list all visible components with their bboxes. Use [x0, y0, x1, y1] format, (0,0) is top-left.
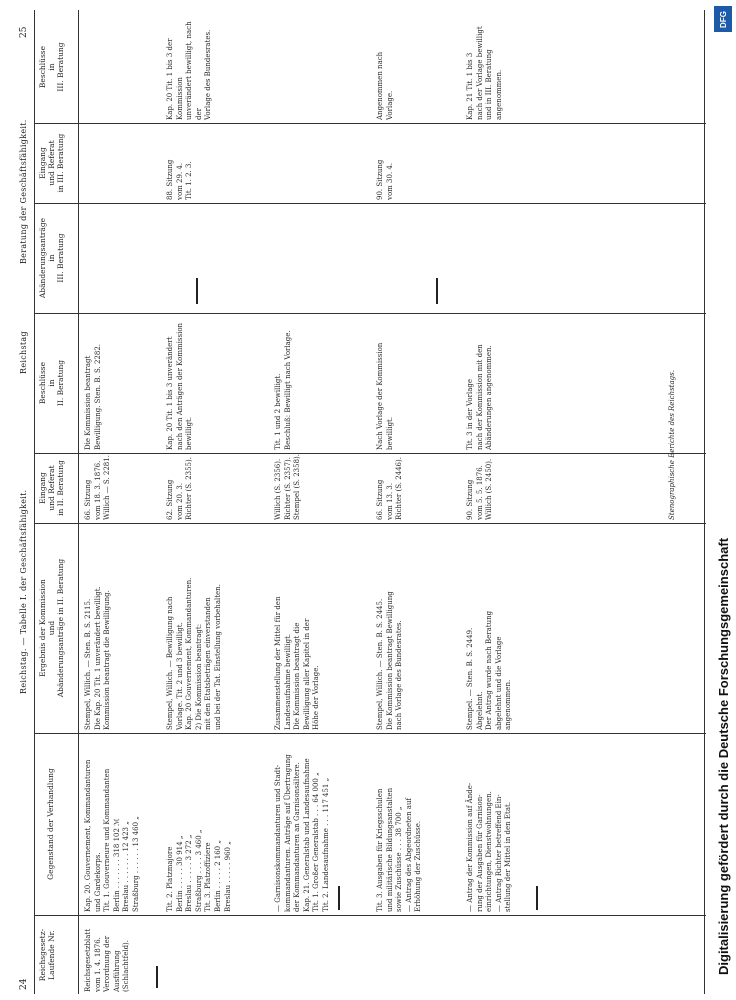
row-4-gegenstand: — Antrag der Kommission auf Ände- rung der Ausgaben für Garnison- einrichtungen, Dienstwohnungen. — Antrag Richter betreffend Ein- stellung der Mittel in den Etat. [466, 782, 513, 912]
col-sep-3 [34, 523, 706, 524]
row-1-beschluss: Kap. 20 Tit. 1 bis 3 unverändert nach den Anträgen der Kommission bewilligt. [166, 322, 194, 450]
row-4-beschluss: Tit. 3 in der Vorlage nach der Kommission mit den Abänderungen angenommen. [466, 344, 494, 450]
row-0-beschluss: Die Kommission beantragt Bewilligung. Sten. B. S. 2282. [84, 343, 102, 450]
header-rule [78, 10, 79, 994]
row-3-eingang3: 90. Sitzung vom 30. 4. [376, 159, 394, 200]
row-2-gegenstand: — Garnisonskommandanturen und Stadt- kommandanturen. Anträge auf Übertragung der Kommandanturen an Garnisonsältere. Kap. 21. Generalstab und Landesaufnahme Tit. 1. Großer Generalstab . . . 64 000 „ Tit. 2. Landesaufnahme . . . 117 451 „ [274, 754, 330, 912]
row-2-dash [338, 886, 340, 910]
header-eingang-rechts: Eingang und Referat in III. Beratung [38, 133, 65, 193]
col-sep-4 [34, 453, 706, 454]
dfg-logo [714, 6, 732, 32]
row-3-gegenstand: Tit. 3. Ausgaben für Kriegsschulen und militärische Bildungsanstalten sowie Zuschüsse . . . 38 700 „ — Antrag des Abgeordneten auf Erhöhung der Zuschüsse. [376, 787, 423, 912]
row-1-beschluss3: Kap. 20 Tit. 1 bis 3 der Kommission unverändert bewilligt, nach der Vorlage des Bundesrates. [166, 21, 213, 120]
footer-note: Stenographische Berichte des Reichstags. [668, 370, 676, 520]
page-number-left: 24 [19, 978, 29, 990]
row-3-beschluss3: Angenommen nach Vorlage. [376, 51, 394, 120]
bottom-rule [704, 10, 705, 994]
page-number-right: 25 [19, 26, 29, 38]
col-sep-5 [34, 313, 706, 314]
digitization-credit: Digitalisierung gefördert durch die Deutsche Forschungsgemeinschaft [716, 537, 731, 975]
row-0-eingang: 66. Sitzung vom 18. 3. 1876. Willich — S. 2281. [84, 455, 112, 520]
row-0-lfd: Reichsgesetzblatt vom 1. 4. 1876. Verordnung der Ausführung (Schlachtfeld). [84, 928, 131, 992]
row-2-beschluss: Tit. 1 und 2 bewilligt. Beschluß: Bewilligt nach Vorlage. [274, 330, 292, 450]
row-1-ergebnis: Stempel, Willich. — Bewilligung nach Vorlage. Tit. 2 und 3 bewilligt. Kap. 20 Gouvernement, Kommandanturen. 2) Die Kommission beantragt: mit den Etatsbeträgen einverstanden und bei der Tat. Einstellung vorbehalten. [166, 577, 222, 730]
group-head-right: Beratung der Geschäftsfähigkeit. [19, 119, 28, 264]
row-3-beschluss: Nach Vorlage der Kommission bewilligt. [376, 342, 394, 450]
row-4-ergebnis: Stempel. — Sten. B. S. 2449. Abgelehnt. Der Antrag wurde nach Beratung abgelehnt und die Vorlage angenommen. [466, 610, 513, 730]
header-gegenstand: Gegenstand der Verhandlung [46, 768, 55, 880]
row-2-eingang: Willich (S. 2356). Richter (S. 2357). Stempel (S. 2358). [274, 454, 302, 520]
row-4-eingang: 90. Sitzung vom 5. 5. 1876. Willich (S. 2450). [466, 458, 494, 520]
header-ergebnis: Ergebnis der Kommission und Abänderungsanträge in II. Beratung [38, 558, 65, 698]
dfg-logo-text: DFG [718, 10, 728, 28]
group-head-mid: Reichstag [19, 331, 28, 374]
row-0-gegenstand: Kap. 20. Gouvernement, Kommandanturen und Gardekorps. Tit. 1. Gouverneure und Kommandanten Berlin . . . . . . . 318 102 ℳ Breslau . . . . . . . 12 423 „ Straßburg . . . . . . 13 460 „ [84, 759, 140, 912]
header-lfd-nr: Reichsgesetz- Laufende Nr. [38, 928, 56, 982]
row-1-dash [196, 278, 198, 304]
col-sep-7 [34, 123, 706, 124]
col-sep-2 [34, 733, 706, 734]
row-0-ergebnis: Stempel, Willich. — Sten. B. S. 2115. Die Kap. 20 Tit. 1 unverändert bewilligt. Kommission beantragt die Bewilligung. [84, 586, 112, 730]
row-0-dash [156, 966, 158, 988]
header-beschluss-drei: Beschlüsse in III. Beratung [38, 42, 65, 92]
top-rule [34, 10, 35, 994]
row-3-ergebnis: Stempel, Willich. — Sten. B. S. 2445. Die Kommission beantragt Bewilligung nach Vorlage des Bundesrates. [376, 591, 404, 730]
col-sep-6 [34, 203, 706, 204]
row-4-beschluss3: Kap. 21 Tit. 1 bis 3 nach der Vorlage bewilligt und in III. Beratung angenommen. [466, 26, 503, 120]
running-head: Reichstag. — Tabelle I. der Geschäftsfähigkeit. [19, 489, 28, 694]
row-2-ergebnis: Zusammenstellung der Mittel für den Landesaufnahme bewilligt. Die Kommission beantragt die Bewilligung aller Kapitel in der Höhe der Vorlage. [274, 596, 321, 730]
row-1-gegenstand: Tit. 2. Platzmajore Berlin . . . . . 30 914 „ Breslau . . . . . 3 272 „ Straßburg . . . . 3 460 „ Tit. 3. Platzoffiziere Berlin . . . . . 2 160 „ Breslau . . . . . 960 „ [166, 829, 232, 912]
row-1-eingang: 62. Sitzung vom 20. 3. Richter (S. 2355). [166, 457, 194, 520]
row-3-dash [436, 278, 438, 304]
scanned-page [16, 10, 706, 994]
header-beschluesse: Beschlüsse in II. Beratung [38, 359, 65, 407]
header-abaenderung: Abänderungsanträge in III. Beratung [38, 217, 65, 299]
header-eingang-links: Eingang und Referat in II. Beratung [38, 460, 65, 516]
row-3-eingang: 66. Sitzung vom 13. 3. Richter (S. 2446). [376, 457, 404, 520]
row-4-dash [536, 886, 538, 910]
row-1-eingang3: 88. Sitzung vom 29. 4. Tit. 1. 2. 3. [166, 159, 194, 200]
col-sep-1 [34, 915, 706, 916]
